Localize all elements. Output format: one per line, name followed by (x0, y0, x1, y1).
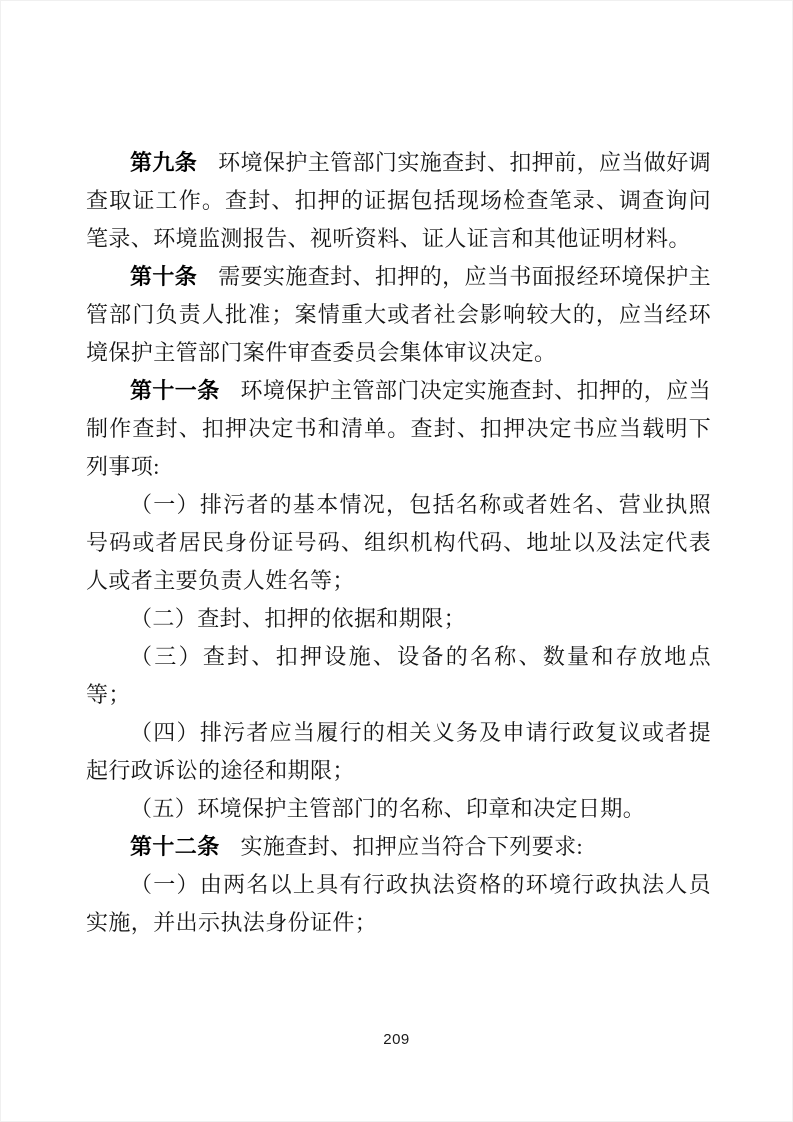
paragraph (86, 486, 711, 600)
paragraph-text: 环境保护主管部门实施查封、扣押前，应当做好调查取证工作。查封、扣押的证据包括现场检查笔录、调查询问笔录、环境监测报告、视听资料、证人证言和其他证明材料。 (86, 150, 711, 251)
paragraph-text: （一）排污者的基本情况，包括名称或者姓名、营业执照号码或者居民身份证号码、组织机构代码、地址以及法定代表人或者主要负责人姓名等； (86, 492, 711, 593)
paragraph (86, 144, 711, 258)
paragraph (86, 372, 711, 486)
paragraph (86, 600, 711, 638)
paragraph-text: 环境保护主管部门决定实施查封、扣押的，应当制作查封、扣押决定书和清单。查封、扣押决定书应当载明下列事项: (86, 378, 711, 479)
paragraph (86, 638, 711, 714)
paragraph-text: （四）排污者应当履行的相关义务及申请行政复议或者提起行政诉讼的途径和期限； (86, 720, 711, 783)
paragraph (86, 714, 711, 790)
paragraph-text: （五）环境保护主管部门的名称、印章和决定日期。 (130, 796, 646, 821)
article-number: 第十一条 (130, 378, 220, 403)
paragraph (86, 866, 711, 942)
article-number: 第十条 (130, 264, 198, 289)
paragraph (86, 790, 711, 828)
page-number: 209 (383, 1031, 410, 1048)
document-body (86, 144, 711, 942)
paragraph-text: （二）查封、扣押的依据和期限； (130, 606, 467, 631)
paragraph-text: （三）查封、扣押设施、设备的名称、数量和存放地点等； (86, 644, 711, 707)
page-footer (1, 1031, 792, 1049)
article-number: 第九条 (130, 150, 198, 175)
paragraph (86, 258, 711, 372)
paragraph (86, 828, 711, 866)
paragraph-text: 实施查封、扣押应当符合下列要求: (240, 834, 584, 859)
article-number: 第十二条 (130, 834, 220, 859)
paragraph-text: 需要实施查封、扣押的，应当书面报经环境保护主管部门负责人批准；案情重大或者社会影响较大的，应当经环境保护主管部门案件审查委员会集体审议决定。 (86, 264, 711, 365)
paragraph-text: （一）由两名以上具有行政执法资格的环境行政执法人员实施，并出示执法身份证件； (86, 872, 711, 935)
